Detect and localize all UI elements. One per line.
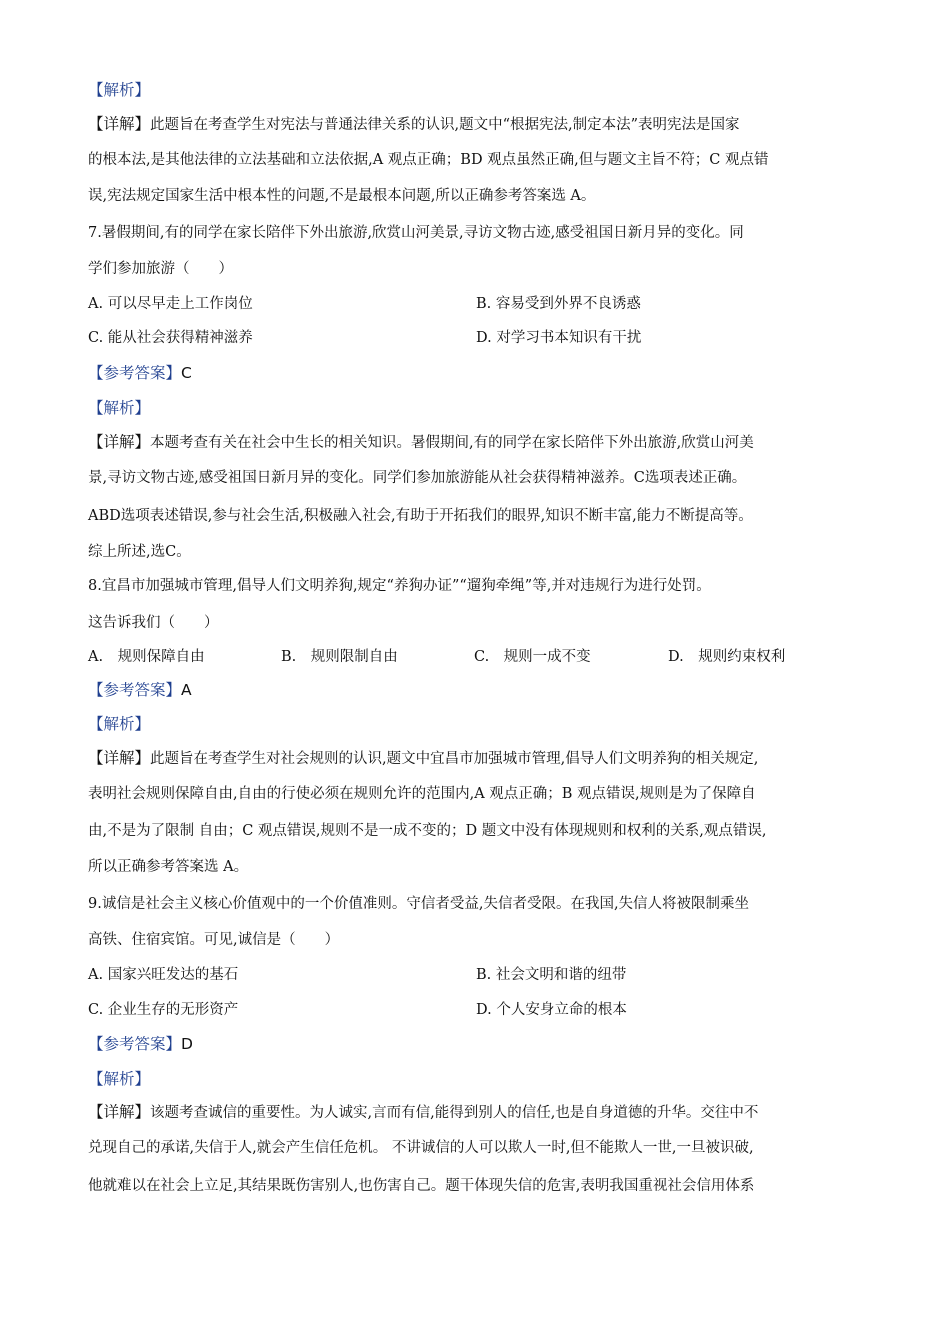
q9-stem-line-2: 高铁、住宿宾馆。可见,诚信是（ ） (88, 932, 340, 948)
q7-stem-line-2: 学们参加旅游（ ） (88, 261, 233, 277)
q8-detail-label: 【详解】 (88, 749, 151, 767)
q7-detail-line-1: 【详解】本题考查有关在社会中生长的相关知识。暑假期间,有的同学在家长陪伴下外出旅游,欣赏山河美 (88, 433, 754, 451)
q8-stem-line-2: 这告诉我们（ ） (88, 615, 219, 631)
q7-option-d: D. 对学习书本知识有干扰 (476, 330, 642, 346)
q9-stem-line-1: 9.诚信是社会主义核心价值观中的一个价值准则。守信者受益,失信者受限。在我国,失信人将被限制乘坐 (88, 896, 750, 912)
q6-detail-line-3: 误,宪法规定国家生活中根本性的问题,不是最根本问题,所以正确参考答案选 A。 (88, 188, 596, 204)
q7-detail-line-2: 景,寻访文物古迹,感受祖国日新月异的变化。同学们参加旅游能从社会获得精神滋养。C选项表述正确。 (88, 470, 747, 486)
q9-analysis-heading: 【解析】 (88, 1070, 151, 1088)
q9-option-c: C. 企业生存的无形资产 (88, 1002, 239, 1018)
q6-detail-line-2: 的根本法,是其他法律的立法基础和立法依据,A 观点正确；BD 观点虽然正确,但与题文主旨不符；C 观点错 (88, 152, 769, 168)
q9-option-b: B. 社会文明和谐的纽带 (476, 967, 627, 983)
q8-detail-line-1: 【详解】此题旨在考查学生对社会规则的认识,题文中宜昌市加强城市管理,倡导人们文明养狗的相关规定, (88, 749, 759, 767)
q8-option-a: A. 规则保障自由 (88, 649, 205, 665)
q8-detail-line-2: 表明社会规则保障自由,自由的行使必须在规则允许的范围内,A 观点正确；B 观点错误,规则是为了保障自 (88, 786, 756, 802)
q7-detail-line-4: 综上所述,选C。 (88, 544, 191, 560)
q8-option-c: C. 规则一成不变 (474, 649, 591, 665)
q9-detail-line-2: 兑现自己的承诺,失信于人,就会产生信任危机。 不讲诚信的人可以欺人一时,但不能欺人一世,一旦被识破, (88, 1140, 754, 1156)
q8-option-d: D. 规则约束权利 (668, 649, 786, 665)
q9-detail-line-3: 他就难以在社会上立足,其结果既伤害别人,也伤害自己。题干体现失信的危害,表明我国重视社会信用体系 (88, 1178, 755, 1194)
q7-answer-value: C (181, 364, 192, 382)
q8-detail-line-4: 所以正确参考答案选 A。 (88, 859, 249, 875)
q6-analysis-heading: 【解析】 (88, 81, 151, 99)
q9-option-a: A. 国家兴旺发达的基石 (88, 967, 239, 983)
q7-option-a: A. 可以尽早走上工作岗位 (88, 296, 253, 312)
q7-analysis-heading: 【解析】 (88, 399, 151, 417)
q8-option-b: B. 规则限制自由 (281, 649, 398, 665)
q8-answer: 【参考答案】A (88, 681, 192, 699)
q7-answer: 【参考答案】C (88, 364, 192, 382)
q8-analysis-heading: 【解析】 (88, 715, 151, 733)
q7-detail-label: 【详解】 (88, 433, 151, 451)
q6-detail-line-1: 【详解】此题旨在考查学生对宪法与普通法律关系的认识,题文中“根据宪法,制定本法”表明宪法是国家 (88, 115, 740, 133)
q9-detail-label: 【详解】 (88, 1103, 151, 1121)
q7-option-c: C. 能从社会获得精神滋养 (88, 330, 253, 346)
q9-detail-line-1: 【详解】该题考查诚信的重要性。为人诚实,言而有信,能得到别人的信任,也是自身道德的升华。交往中不 (88, 1103, 759, 1121)
q7-option-b: B. 容易受到外界不良诱惑 (476, 296, 641, 312)
q9-answer: 【参考答案】D (88, 1035, 193, 1053)
q6-detail-label: 【详解】 (88, 115, 151, 133)
q9-answer-value: D (181, 1035, 193, 1053)
q8-detail-line-3: 由,不是为了限制 自由；C 观点错误,规则不是一成不变的；D 题文中没有体现规则和权利的关系,观点错误, (88, 823, 767, 839)
q8-stem-line-1: 8.宜昌市加强城市管理,倡导人们文明养狗,规定“养狗办证”“遛狗牵绳”等,并对违规行为进行处罚。 (88, 578, 711, 594)
q8-answer-value: A (181, 681, 192, 699)
q9-option-d: D. 个人安身立命的根本 (476, 1002, 627, 1018)
q7-stem-line-1: 7.暑假期间,有的同学在家长陪伴下外出旅游,欣赏山河美景,寻访文物古迹,感受祖国日新月异的变化。同 (88, 225, 744, 241)
q7-detail-line-3: ABD选项表述错误,参与社会生活,积极融入社会,有助于开拓我们的眼界,知识不断丰富,能力不断提高等。 (88, 508, 753, 524)
